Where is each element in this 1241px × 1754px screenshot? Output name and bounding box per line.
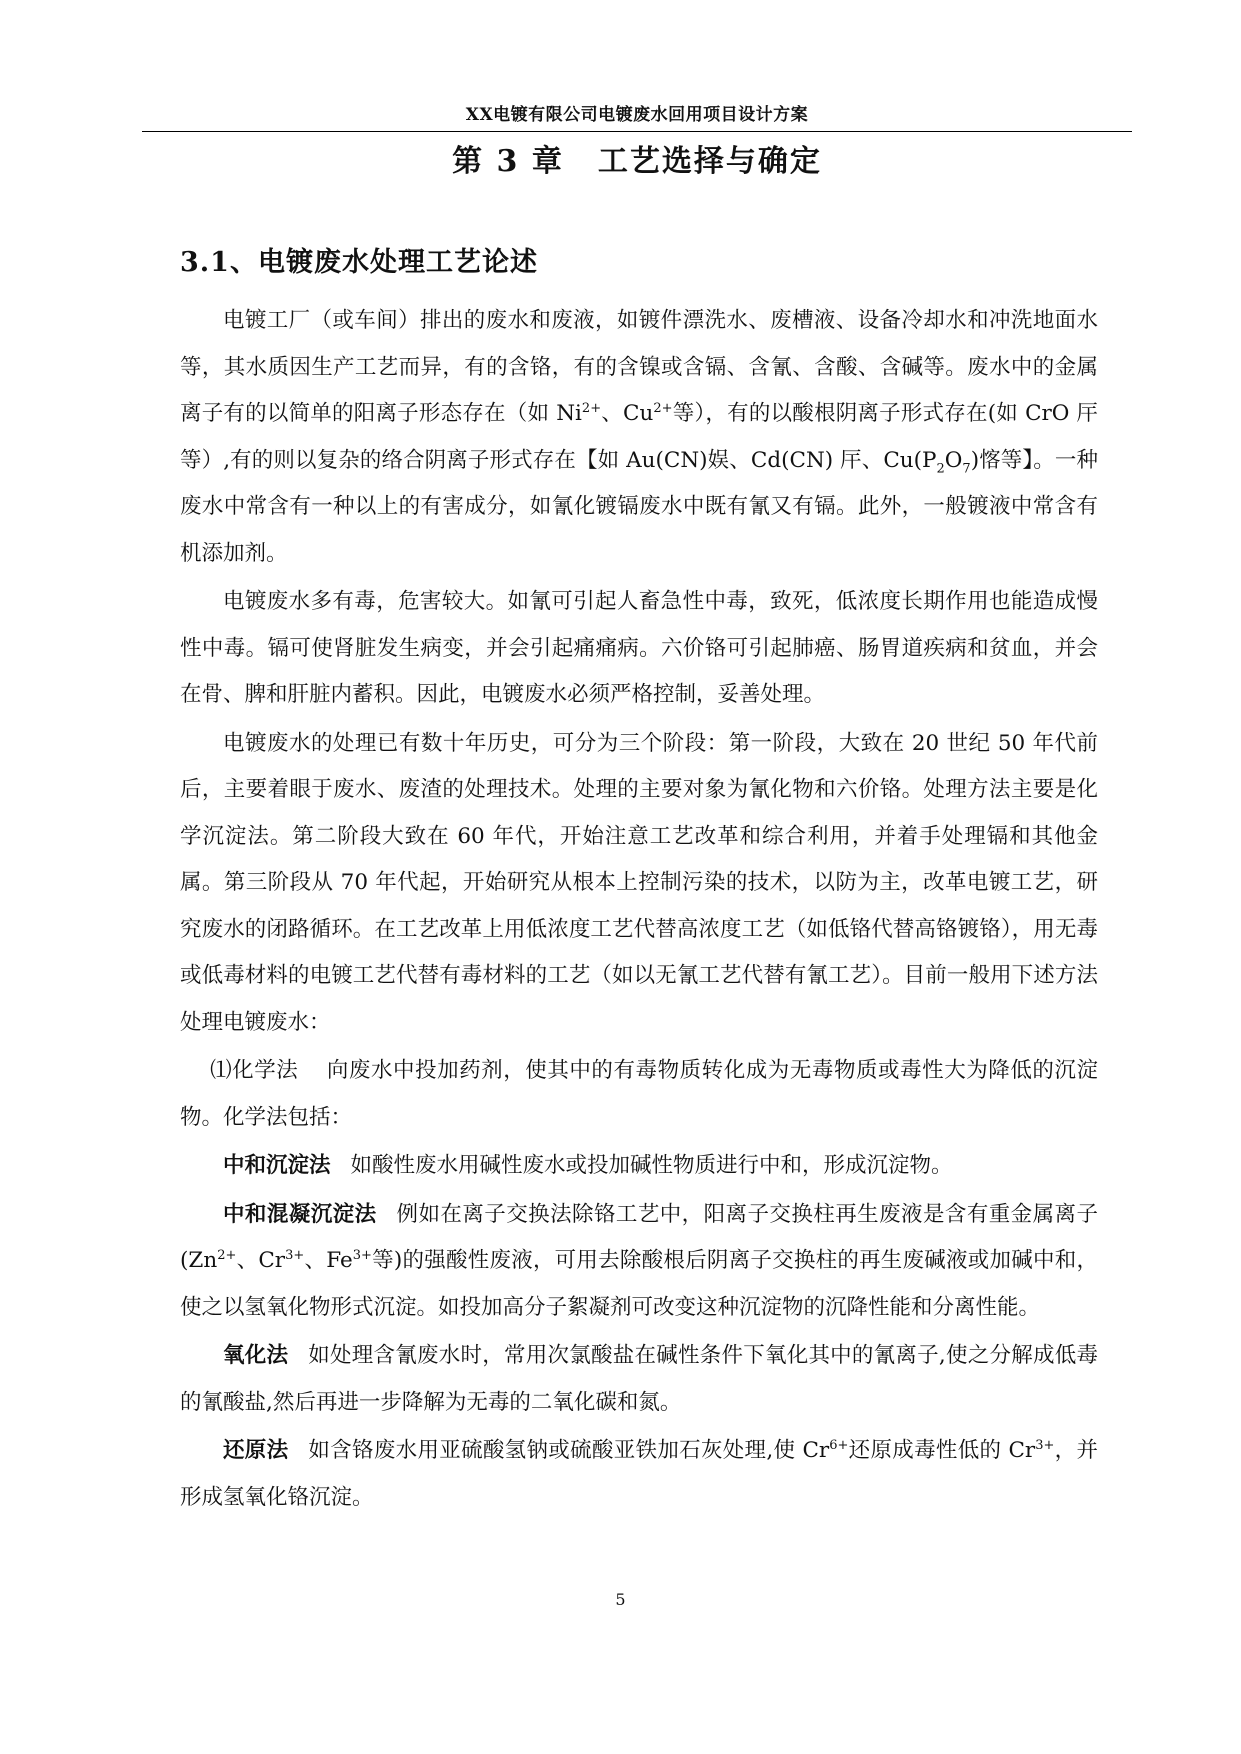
chapter-name: 工艺选择与确定 [597,144,822,179]
text-run: 等），有的以酸根阴离子形式存在(如 CrO 厈等）,有的则以复杂的络合阴离子形式存在【如 Au(CN)娱、Cd(CN) 厈、Cu(P [180,401,1098,473]
text-run: O [944,447,963,473]
text-run: )愘等】。一种废水中常含有一种以上的有害成分，如氰化镀镉废水中既有氰又有镉。此外，一般镀液中常含有机添加剂。 [180,447,1099,566]
method-term: 还原法 [223,1438,289,1463]
subscript: 2 [936,460,945,476]
superscript: 3+ [352,1247,372,1263]
paragraph-oxidation [180,1333,1098,1426]
method-term: 中和混凝沉淀法 [223,1201,377,1227]
text-run: 、Cr [236,1248,286,1273]
superscript: 2+ [581,400,602,416]
text-run: 、Cu [601,401,654,426]
paragraph-history: 电镀废水的处理已有数十年历史，可分为三个阶段：第一阶段，大致在 20 世纪 50 年代前后，主要着眼于废水、废渣的处理技术。处理的主要对象为氰化物和六价铬。处理方法主要是化学沉淀法。第二阶段大致在 60 年代，开始注意工艺改革和综合利用，并着手处理镉和其他金属。第三阶段从 70 年代起，开始研究从根本上控制污染的技术，以防为主，改革电镀工艺，研究废水的闭路循环。在工艺改革上用低浓度工艺代替高浓度工艺（如低铬代替高铬镀铬），用无毒或低毒材料的电镀工艺代替有毒材料的工艺（如以无氰工艺代替有氰工艺）。目前一般用下述方法处理电镀废水： [180,730,1098,1035]
text-run: 、Fe [304,1248,353,1273]
method-label: ⑴化学法 [210,1058,299,1083]
method-term: 中和沉淀法 [223,1153,331,1178]
superscript: 2+ [653,400,673,416]
method-term: 氧化法 [223,1343,289,1368]
superscript: 3+ [1035,1437,1055,1453]
text-run: 如处理含氰废水时，常用次氯酸盐在碱性条件下氧化其中的氰离子,使之分解成低毒的氰酸盐,然后再进一步降解为无毒的二氧化碳和氮。 [180,1343,1098,1415]
paragraph-chemical-method [180,1048,1098,1141]
text-run: 如酸性废水用碱性废水或投加碱性物质进行中和，形成沉淀物。 [350,1153,953,1178]
text-run: 等)的强酸性废液，可用去除酸根后阴离子交换柱的再生废碱液或加碱中和，使之以氢氧化物形式沉淀。如投加高分子絮凝剂可改变这种沉淀物的沉降性能和分离性能。 [180,1248,1098,1320]
text-run: 向废水中投加药剂，使其中的有毒物质转化成为无毒物质或毒性大为降低的沉淀物。化学法包括： [180,1058,1098,1130]
paragraph-coagulation [180,1192,1098,1332]
running-header: XX电镀有限公司电镀废水回用项目设计方案 [142,100,1132,132]
chapter-number: 第 3 章 [452,144,564,179]
chapter-title [142,136,1132,180]
subscript: 7 [962,460,971,476]
superscript: 6+ [829,1437,849,1453]
text-run: ，并形成氢氧化铬沉淀。 [180,1438,1098,1510]
text-run: 还原成毒性低的 Cr [848,1438,1036,1463]
page-number: 5 [615,1590,626,1609]
text-run: 电镀工厂（或车间）排出的废水和废液，如镀件漂洗水、废槽液、设备冷却水和冲洗地面水等，其水质因生产工艺而异，有的含铬，有的含镍或含镉、含氰、含酸、含碱等。废水中的金属离子有的以简单的阳离子形态存在（如 Ni [180,308,1098,426]
text-run: 例如在离子交换法除铬工艺中，阳离子交换柱再生废液是含有重金属离子 (Zn [180,1201,1098,1273]
paragraph-reduction [180,1428,1098,1521]
paragraph-composition [180,298,1098,577]
paragraph-neutralization [180,1143,1098,1190]
text-run: 如含铬废水用亚硫酸氢钠或硫酸亚铁加石灰处理,使 Cr [308,1438,830,1463]
section-title: 3.1、电镀废水处理工艺论述 [180,247,538,278]
body-text [180,298,1098,1523]
paragraph-hazards: 电镀废水多有毒，危害较大。如氰可引起人畜急性中毒，致死，低浓度长期作用也能造成慢性中毒。镉可使肾脏发生病变，并会引起痛痛病。六价铬可引起肺癌、肠胃道疾病和贫血，并会在骨、脾和肝脏内蓄积。因此，电镀废水必须严格控制，妥善处理。 [180,589,1098,707]
superscript: 3+ [285,1247,305,1263]
superscript: 2+ [217,1247,237,1263]
